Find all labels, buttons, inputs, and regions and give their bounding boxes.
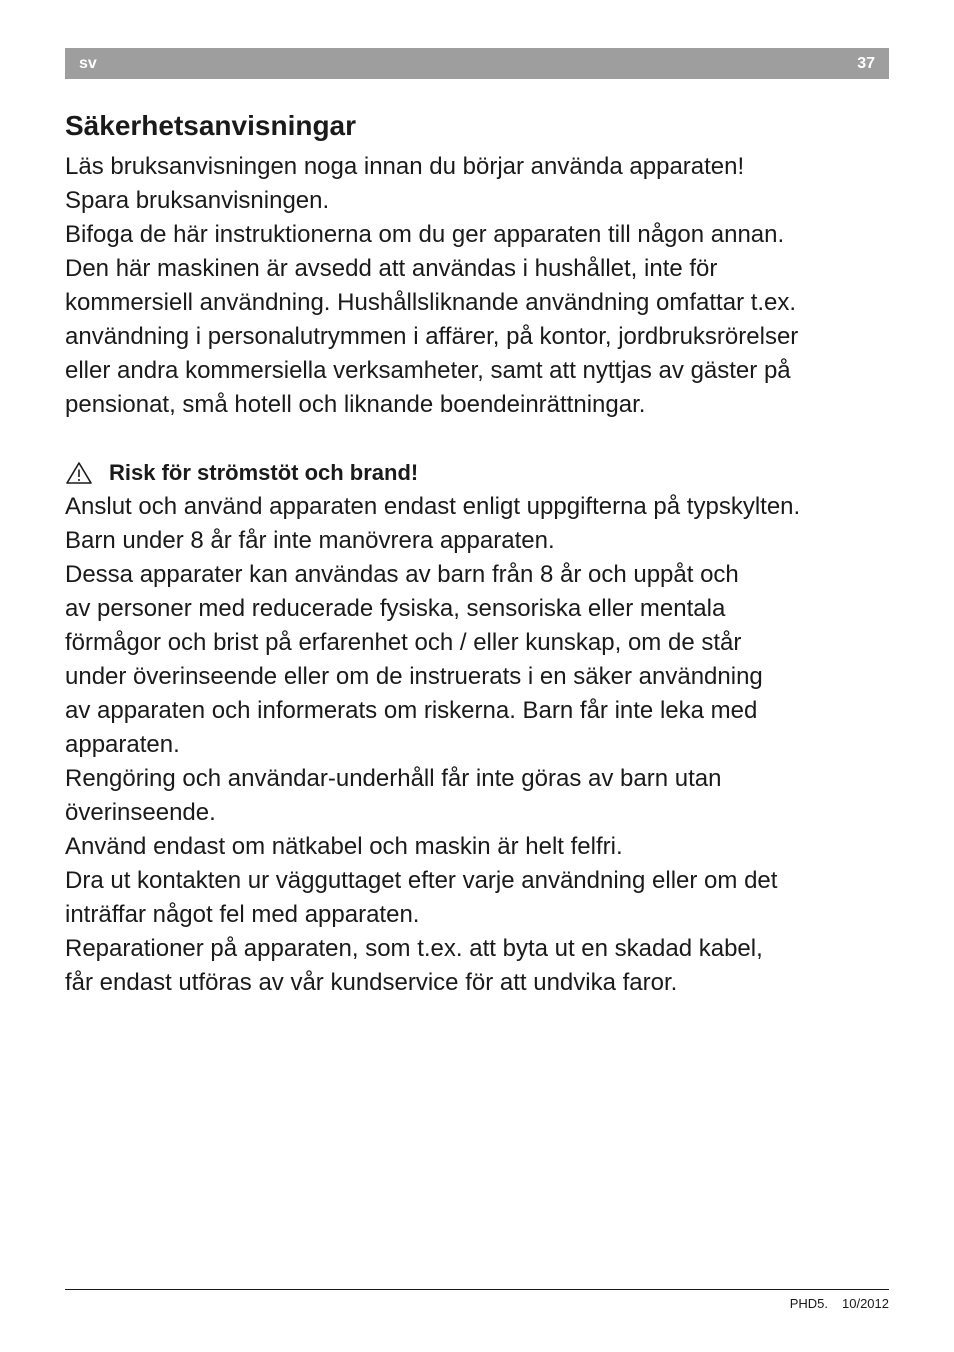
warning-triangle-icon	[65, 461, 93, 485]
text-line: Barn under 8 år får inte manövrera apparaten.	[65, 527, 555, 554]
text-line: Rengöring och användar-underhåll får inte göras av barn utan	[65, 765, 722, 792]
page-header-bar	[65, 48, 889, 79]
text-line: Dessa apparater kan användas av barn från 8 år och uppåt och	[65, 561, 739, 588]
text-line: Den här maskinen är avsedd att användas i hushållet, inte för	[65, 255, 718, 282]
footer-divider	[65, 1289, 889, 1290]
text-line: Bifoga de här instruktionerna om du ger apparaten till någon annan.	[65, 221, 785, 248]
intro-paragraph	[65, 150, 895, 422]
text-line: Anslut och använd apparaten endast enligt uppgifterna på typskylten.	[65, 493, 801, 520]
text-line: Reparationer på apparaten, som t.ex. att byta ut en skadad kabel,	[65, 935, 763, 962]
text-line: får endast utföras av vår kundservice för att undvika faror.	[65, 969, 678, 996]
model-code: PHD5.	[789, 1296, 828, 1311]
language-code: sv	[79, 54, 97, 72]
text-line: Dra ut kontakten ur vägguttaget efter varje användning eller om det	[65, 867, 778, 894]
text-line: Spara bruksanvisningen.	[65, 187, 330, 214]
warning-heading	[65, 456, 895, 490]
text-line: överinseende.	[65, 799, 216, 826]
page-content	[65, 108, 895, 1000]
text-line: apparaten.	[65, 731, 180, 758]
text-line: förmågor och brist på erfarenhet och / eller kunskap, om de står	[65, 629, 742, 656]
text-line: inträffar något fel med apparaten.	[65, 901, 420, 928]
warning-paragraph	[65, 490, 895, 1000]
footer	[790, 1296, 889, 1311]
text-line: under överinseende eller om de instruerats i en säker användning	[65, 663, 763, 690]
publication-date: 10/2012	[842, 1296, 889, 1311]
text-line: Läs bruksanvisningen noga innan du börjar använda apparaten!	[65, 153, 745, 180]
warning-title: Risk för strömstöt och brand!	[109, 460, 419, 485]
text-line: kommersiell användning. Hushållsliknande användning omfattar t.ex.	[65, 289, 797, 316]
text-line: av personer med reducerade fysiska, sensoriska eller mentala	[65, 595, 726, 622]
text-line: användning i personalutrymmen i affärer, på kontor, jordbruksrörelser	[65, 323, 799, 350]
text-line: Använd endast om nätkabel och maskin är helt felfri.	[65, 833, 623, 860]
text-line: eller andra kommersiella verksamheter, samt att nyttjas av gäster på	[65, 357, 791, 384]
text-line: pensionat, små hotell och liknande boendeinrättningar.	[65, 391, 646, 418]
page-title: Säkerhetsanvisningar	[65, 110, 357, 141]
page-number: 37	[857, 54, 875, 72]
text-line: av apparaten och informerats om riskerna. Barn får inte leka med	[65, 697, 758, 724]
